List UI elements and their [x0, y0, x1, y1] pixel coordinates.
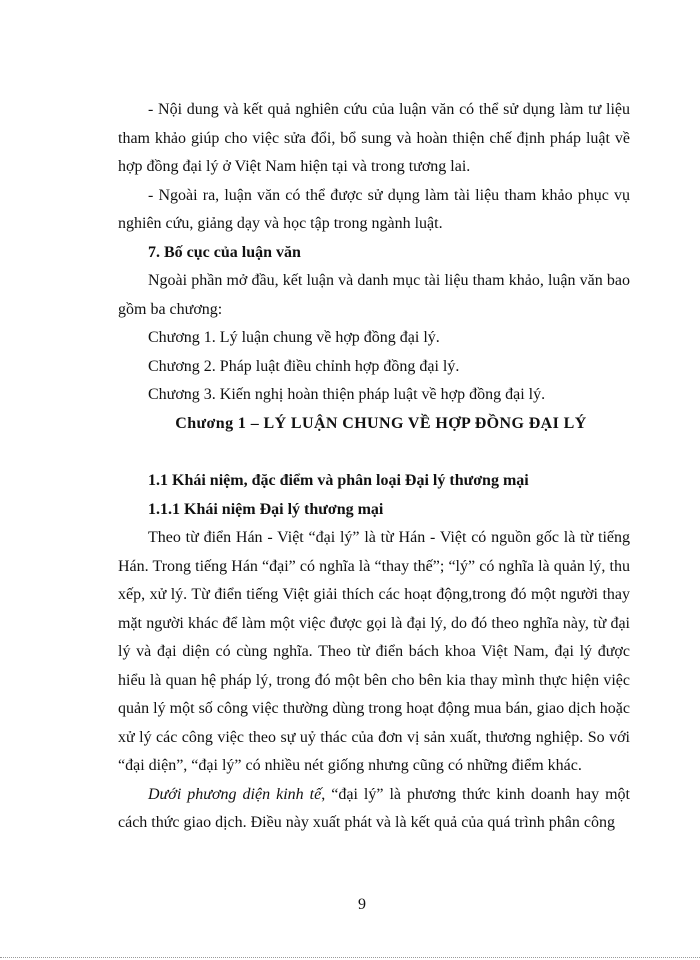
chapter-list-item-2: Chương 2. Pháp luật điều chỉnh hợp đồng đại lý. — [148, 357, 460, 375]
page-body — [118, 96, 630, 838]
page-bottom-divider — [0, 957, 700, 958]
structure-intro-paragraph: Ngoài phần mở đầu, kết luận và danh mục tài liệu tham khảo, luận văn bao gồm ba chương: — [118, 272, 630, 318]
section-7-heading: 7. Bố cục của luận văn — [148, 243, 301, 261]
bullet-paragraph-1: - Nội dung và kết quả nghiên cứu của luận văn có thể sử dụng làm tư liệu tham khảo giúp cho việc sửa đổi, bổ sung và hoàn thiện chế định pháp luật về hợp đồng đại lý ở Việt Nam hiện tại và trong tương lai. — [118, 101, 630, 175]
blank-line — [118, 438, 630, 467]
bullet-paragraph-2: - Ngoài ra, luận văn có thể được sử dụng làm tài liệu tham khảo phục vụ nghiên cứu, giảng dạy và học tập trong ngành luật. — [118, 186, 630, 232]
section-1-1-1-heading: 1.1.1 Khái niệm Đại lý thương mại — [148, 500, 384, 518]
economic-aspect-text: , “đại lý” là phương thức kinh doanh hay một cách thức giao dịch. Điều này xuất phát và là kết quả của quá trình phân công — [118, 785, 630, 831]
chapter-1-title: Chương 1 – LÝ LUẬN CHUNG VỀ HỢP ĐỒNG ĐẠI LÝ — [175, 414, 587, 432]
page-number: 9 — [358, 896, 366, 913]
economic-aspect-italic-lead: Dưới phương diện kinh tế — [148, 785, 322, 803]
chapter-list-item-3: Chương 3. Kiến nghị hoàn thiện pháp luật về hợp đồng đại lý. — [148, 386, 546, 403]
definition-paragraph: Theo từ điển Hán - Việt “đại lý” là từ Hán - Việt có nguồn gốc là từ tiếng Hán. Trong tiếng Hán “đại” có nghĩa là “thay thế”; “lý” có nghĩa là quản lý, thu xếp, xử lý. Từ điển tiếng Việt giải thích các hoạt động,trong đó một người thay mặt người khác để làm một việc được gọi là đại lý, do đó theo nghĩa này, từ đại lý và đại diện có cùng nghĩa. Theo từ điển bách khoa Việt Nam, đại lý được hiểu là quan hệ pháp lý, trong đó một bên cho bên kia thay mình thực hiện việc quản lý một số công việc thường dùng trong hoạt động mua bán, giao dịch hoặc xử lý các công việc theo sự uỷ thác của đơn vị sản xuất, thương nghiệp. So với “đại diện”, “đại lý” có nhiều nét giống nhưng cũng có những điểm khác. — [118, 529, 630, 774]
chapter-list-item-1: Chương 1. Lý luận chung về hợp đồng đại lý. — [148, 329, 440, 346]
economic-aspect-paragraph — [118, 781, 630, 838]
section-1-1-heading: 1.1 Khái niệm, đặc điểm và phân loại Đại lý thương mại — [148, 472, 529, 489]
